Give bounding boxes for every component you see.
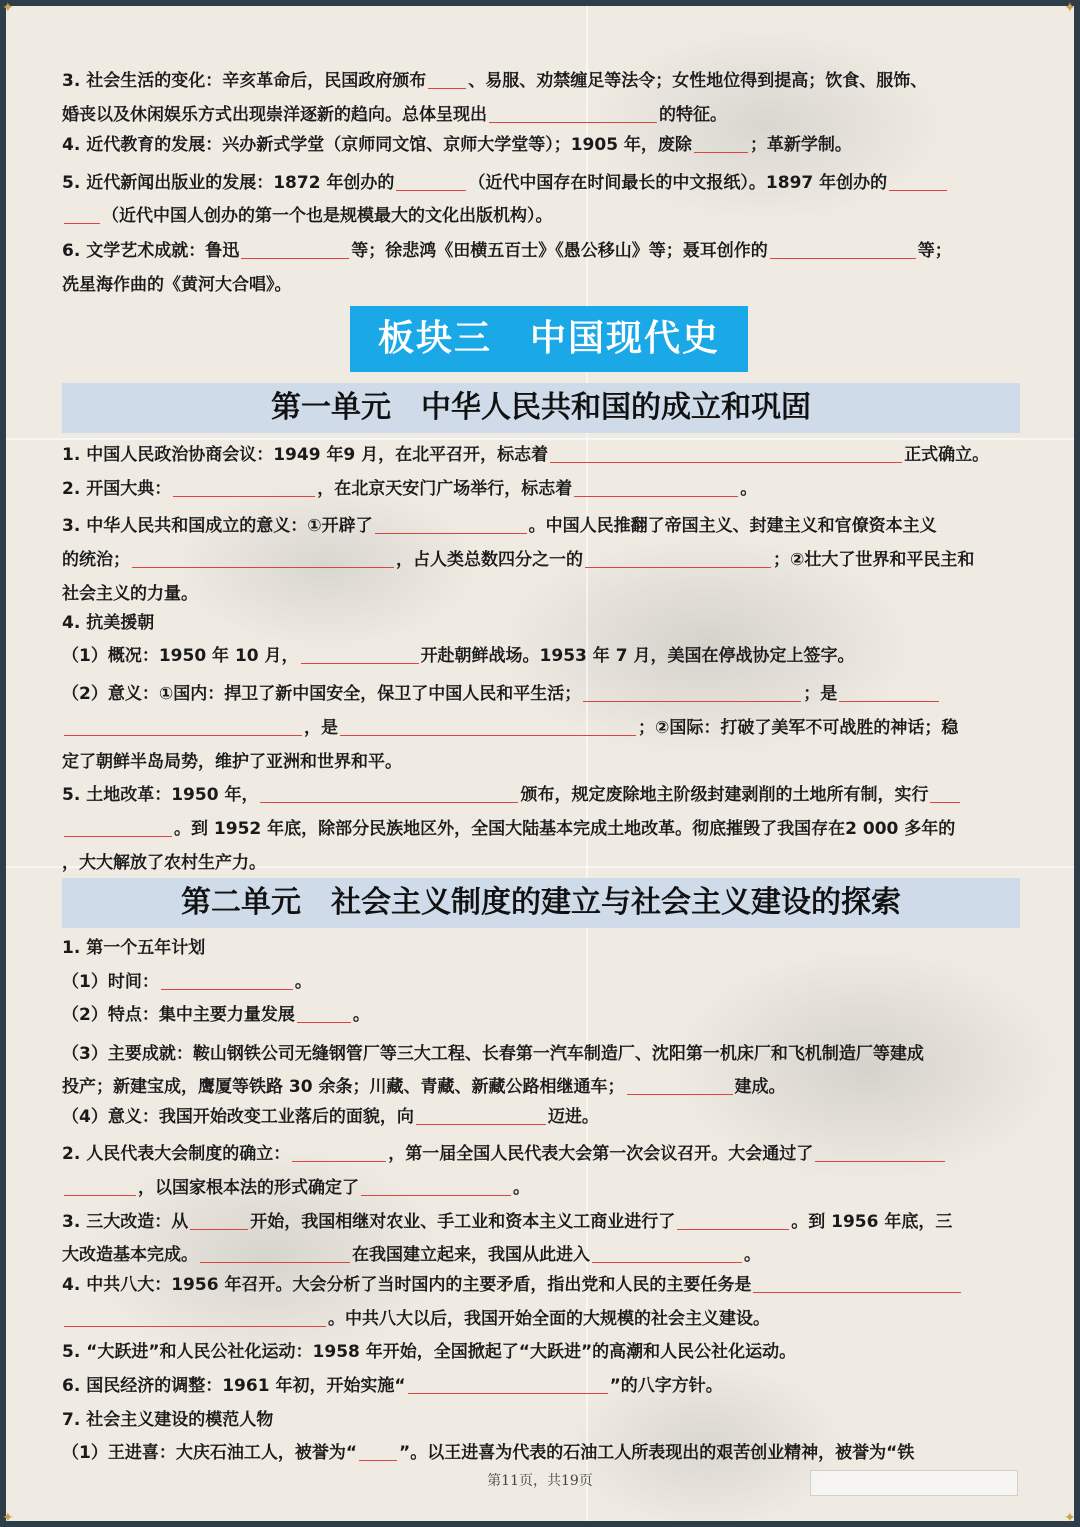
text-line: 4. 近代教育的发展：兴办新式学堂（京师同文馆、京师大学堂等）；1905 年，废除 ；革新学制。 — [62, 135, 852, 155]
fill-blank[interactable] — [292, 1143, 386, 1162]
unit-title: 第一单元 中华人民共和国的成立和巩固 — [62, 383, 1020, 433]
text-line: 。到 1952 年底，除部分民族地区外，全国大陆基本完成土地改革。彻底摧毁了我国存在2 000 多年的 — [62, 818, 1018, 840]
fill-blank[interactable] — [574, 478, 738, 497]
fill-blank[interactable] — [359, 1442, 397, 1461]
page-number: 第11页，共19页 — [487, 1473, 593, 1489]
text-line: 6. 文学艺术成就：鲁迅 等；徐悲鸿《田横五百士》《愚公移山》等；聂耳创作的 等； — [62, 241, 952, 261]
text-line: ，以国家根本法的形式确定了 。 — [62, 1177, 1018, 1199]
unit-title: 第二单元 社会主义制度的建立与社会主义建设的探索 — [62, 878, 1020, 928]
fill-blank[interactable] — [64, 1308, 326, 1327]
fill-blank[interactable] — [408, 1375, 608, 1394]
fill-blank[interactable] — [550, 444, 902, 463]
fill-blank[interactable] — [753, 1274, 961, 1293]
text-line: 1. 第一个五年计划 — [62, 938, 206, 958]
text-line: （1）时间： 。 — [62, 972, 312, 992]
section-title: 板块三 中国现代史 — [350, 306, 748, 372]
text-line: 5. “大跃进”和人民公社化运动：1958 年开始，全国掀起了“大跃进”的高潮和人民公社化运动。 — [62, 1342, 797, 1362]
fill-blank[interactable] — [930, 784, 960, 803]
text-line: （2）特点：集中主要力量发展 。 — [62, 1005, 370, 1025]
text-line: （4）意义：我国开始改变工业落后的面貌，向 迈进。 — [62, 1107, 599, 1127]
text-line: 3. 三大改造：从 开始，我国相继对农业、手工业和资本主义工商业进行了 。到 1956 年底，三 — [62, 1212, 953, 1232]
text-line: 5. 土地改革：1950 年， 颁布，规定废除地主阶级封建剥削的土地所有制，实行 — [62, 784, 1018, 806]
text-line: ，大大解放了农村生产力。 — [62, 853, 266, 873]
text-line: 5. 近代新闻出版业的发展：1872 年创办的 （近代中国存在时间最长的中文报纸）。1897 年创办的 — [62, 172, 1018, 194]
fill-blank[interactable] — [190, 1211, 248, 1230]
text-line: 4. 中共八大：1956 年召开。大会分析了当时国内的主要矛盾，指出党和人民的主要任务是 — [62, 1274, 1018, 1296]
text-line: 6. 国民经济的调整：1961 年初，开始实施“ ”的八字方针。 — [62, 1376, 723, 1396]
fill-blank[interactable] — [64, 205, 100, 224]
corner-star-icon: ✦ — [2, 0, 14, 16]
fill-blank[interactable] — [839, 683, 939, 702]
fill-blank[interactable] — [161, 971, 293, 990]
text-line: （1）概况：1950 年 10 月， 开赴朝鲜战场。1953 年 7 月，美国在停战协定上签字。 — [62, 646, 855, 666]
text-line: 定了朝鲜半岛局势，维护了亚洲和世界和平。 — [62, 752, 402, 772]
fill-blank[interactable] — [428, 70, 466, 89]
fill-blank[interactable] — [677, 1211, 789, 1230]
fill-blank[interactable] — [241, 240, 349, 259]
fill-blank[interactable] — [627, 1076, 733, 1095]
text-line: ，是 ；②国际：打破了美军不可战胜的神话；稳 — [62, 717, 1018, 739]
text-line: 4. 抗美援朝 — [62, 613, 155, 633]
text-line: 投产；新建宝成，鹰厦等铁路 30 余条；川藏、青藏、新藏公路相继通车； 建成。 — [62, 1077, 786, 1097]
fill-blank[interactable] — [301, 645, 419, 664]
text-line: （1）王进喜：大庆石油工人，被誉为“ ”。以王进喜为代表的石油工人所表现出的艰苦创业精神，被誉为“铁 — [62, 1443, 915, 1463]
fill-blank[interactable] — [173, 478, 315, 497]
fill-blank[interactable] — [770, 240, 916, 259]
footer-box — [810, 1470, 1018, 1496]
fill-blank[interactable] — [64, 717, 302, 736]
text-line: 冼星海作曲的《黄河大合唱》。 — [62, 275, 292, 295]
fill-blank[interactable] — [815, 1143, 945, 1162]
fill-blank[interactable] — [297, 1004, 351, 1023]
text-line: 7. 社会主义建设的模范人物 — [62, 1410, 274, 1430]
text-line: 3. 中华人民共和国成立的意义：①开辟了 。中国人民推翻了帝国主义、封建主义和官僚资本主义 — [62, 516, 937, 536]
fill-blank[interactable] — [260, 784, 518, 803]
fill-blank[interactable] — [583, 683, 801, 702]
fill-blank[interactable] — [64, 1177, 136, 1196]
fill-blank[interactable] — [340, 717, 636, 736]
text-line: 大改造基本完成。 在我国建立起来，我国从此进入 。 — [62, 1245, 761, 1265]
fill-blank[interactable] — [592, 1244, 742, 1263]
text-line: 婚丧以及休闲娱乐方式出现崇洋逐新的趋向。总体呈现出 的特征。 — [62, 105, 727, 125]
text-line: （3）主要成就：鞍山钢铁公司无缝钢管厂等三大工程、长春第一汽车制造厂、沈阳第一机床厂和飞机制造厂等建成 — [62, 1044, 924, 1064]
text-line: 。中共八大以后，我国开始全面的大规模的社会主义建设。 — [62, 1308, 1018, 1330]
fill-blank[interactable] — [396, 172, 466, 191]
text-line: 3. 社会生活的变化：辛亥革命后，民国政府颁布 、易服、劝禁缠足等法令；女性地位得到提高；饮食、服饰、 — [62, 71, 928, 91]
fill-blank[interactable] — [489, 104, 657, 123]
text-line: 社会主义的力量。 — [62, 584, 198, 604]
fill-blank[interactable] — [694, 134, 748, 153]
fill-blank[interactable] — [375, 515, 527, 534]
corner-star-icon: ✦ — [1064, 0, 1076, 16]
text-line: 的统治； ，占人类总数四分之一的 ；②壮大了世界和平民主和 — [62, 550, 975, 570]
text-line: （近代中国人创办的第一个也是规模最大的文化出版机构）。 — [62, 205, 1018, 227]
fill-blank[interactable] — [132, 549, 394, 568]
fill-blank[interactable] — [361, 1177, 511, 1196]
fill-blank[interactable] — [889, 172, 947, 191]
text-line: 2. 人民代表大会制度的确立： ，第一届全国人民代表大会第一次会议召开。大会通过了 — [62, 1143, 1018, 1165]
fill-blank[interactable] — [416, 1106, 546, 1125]
corner-star-icon: ✦ — [1064, 1510, 1076, 1526]
text-line: （2）意义：①国内：捍卫了新中国安全，保卫了中国人民和平生活； ；是 — [62, 683, 1018, 705]
fill-blank[interactable] — [585, 549, 771, 568]
text-line: 1. 中国人民政治协商会议：1949 年9 月，在北平召开，标志着 正式确立。 — [62, 445, 990, 465]
text-line: 2. 开国大典： ，在北京天安门广场举行，标志着 。 — [62, 479, 758, 499]
fill-blank[interactable] — [200, 1244, 350, 1263]
fill-blank[interactable] — [64, 818, 172, 837]
corner-star-icon: ✦ — [2, 1510, 14, 1526]
